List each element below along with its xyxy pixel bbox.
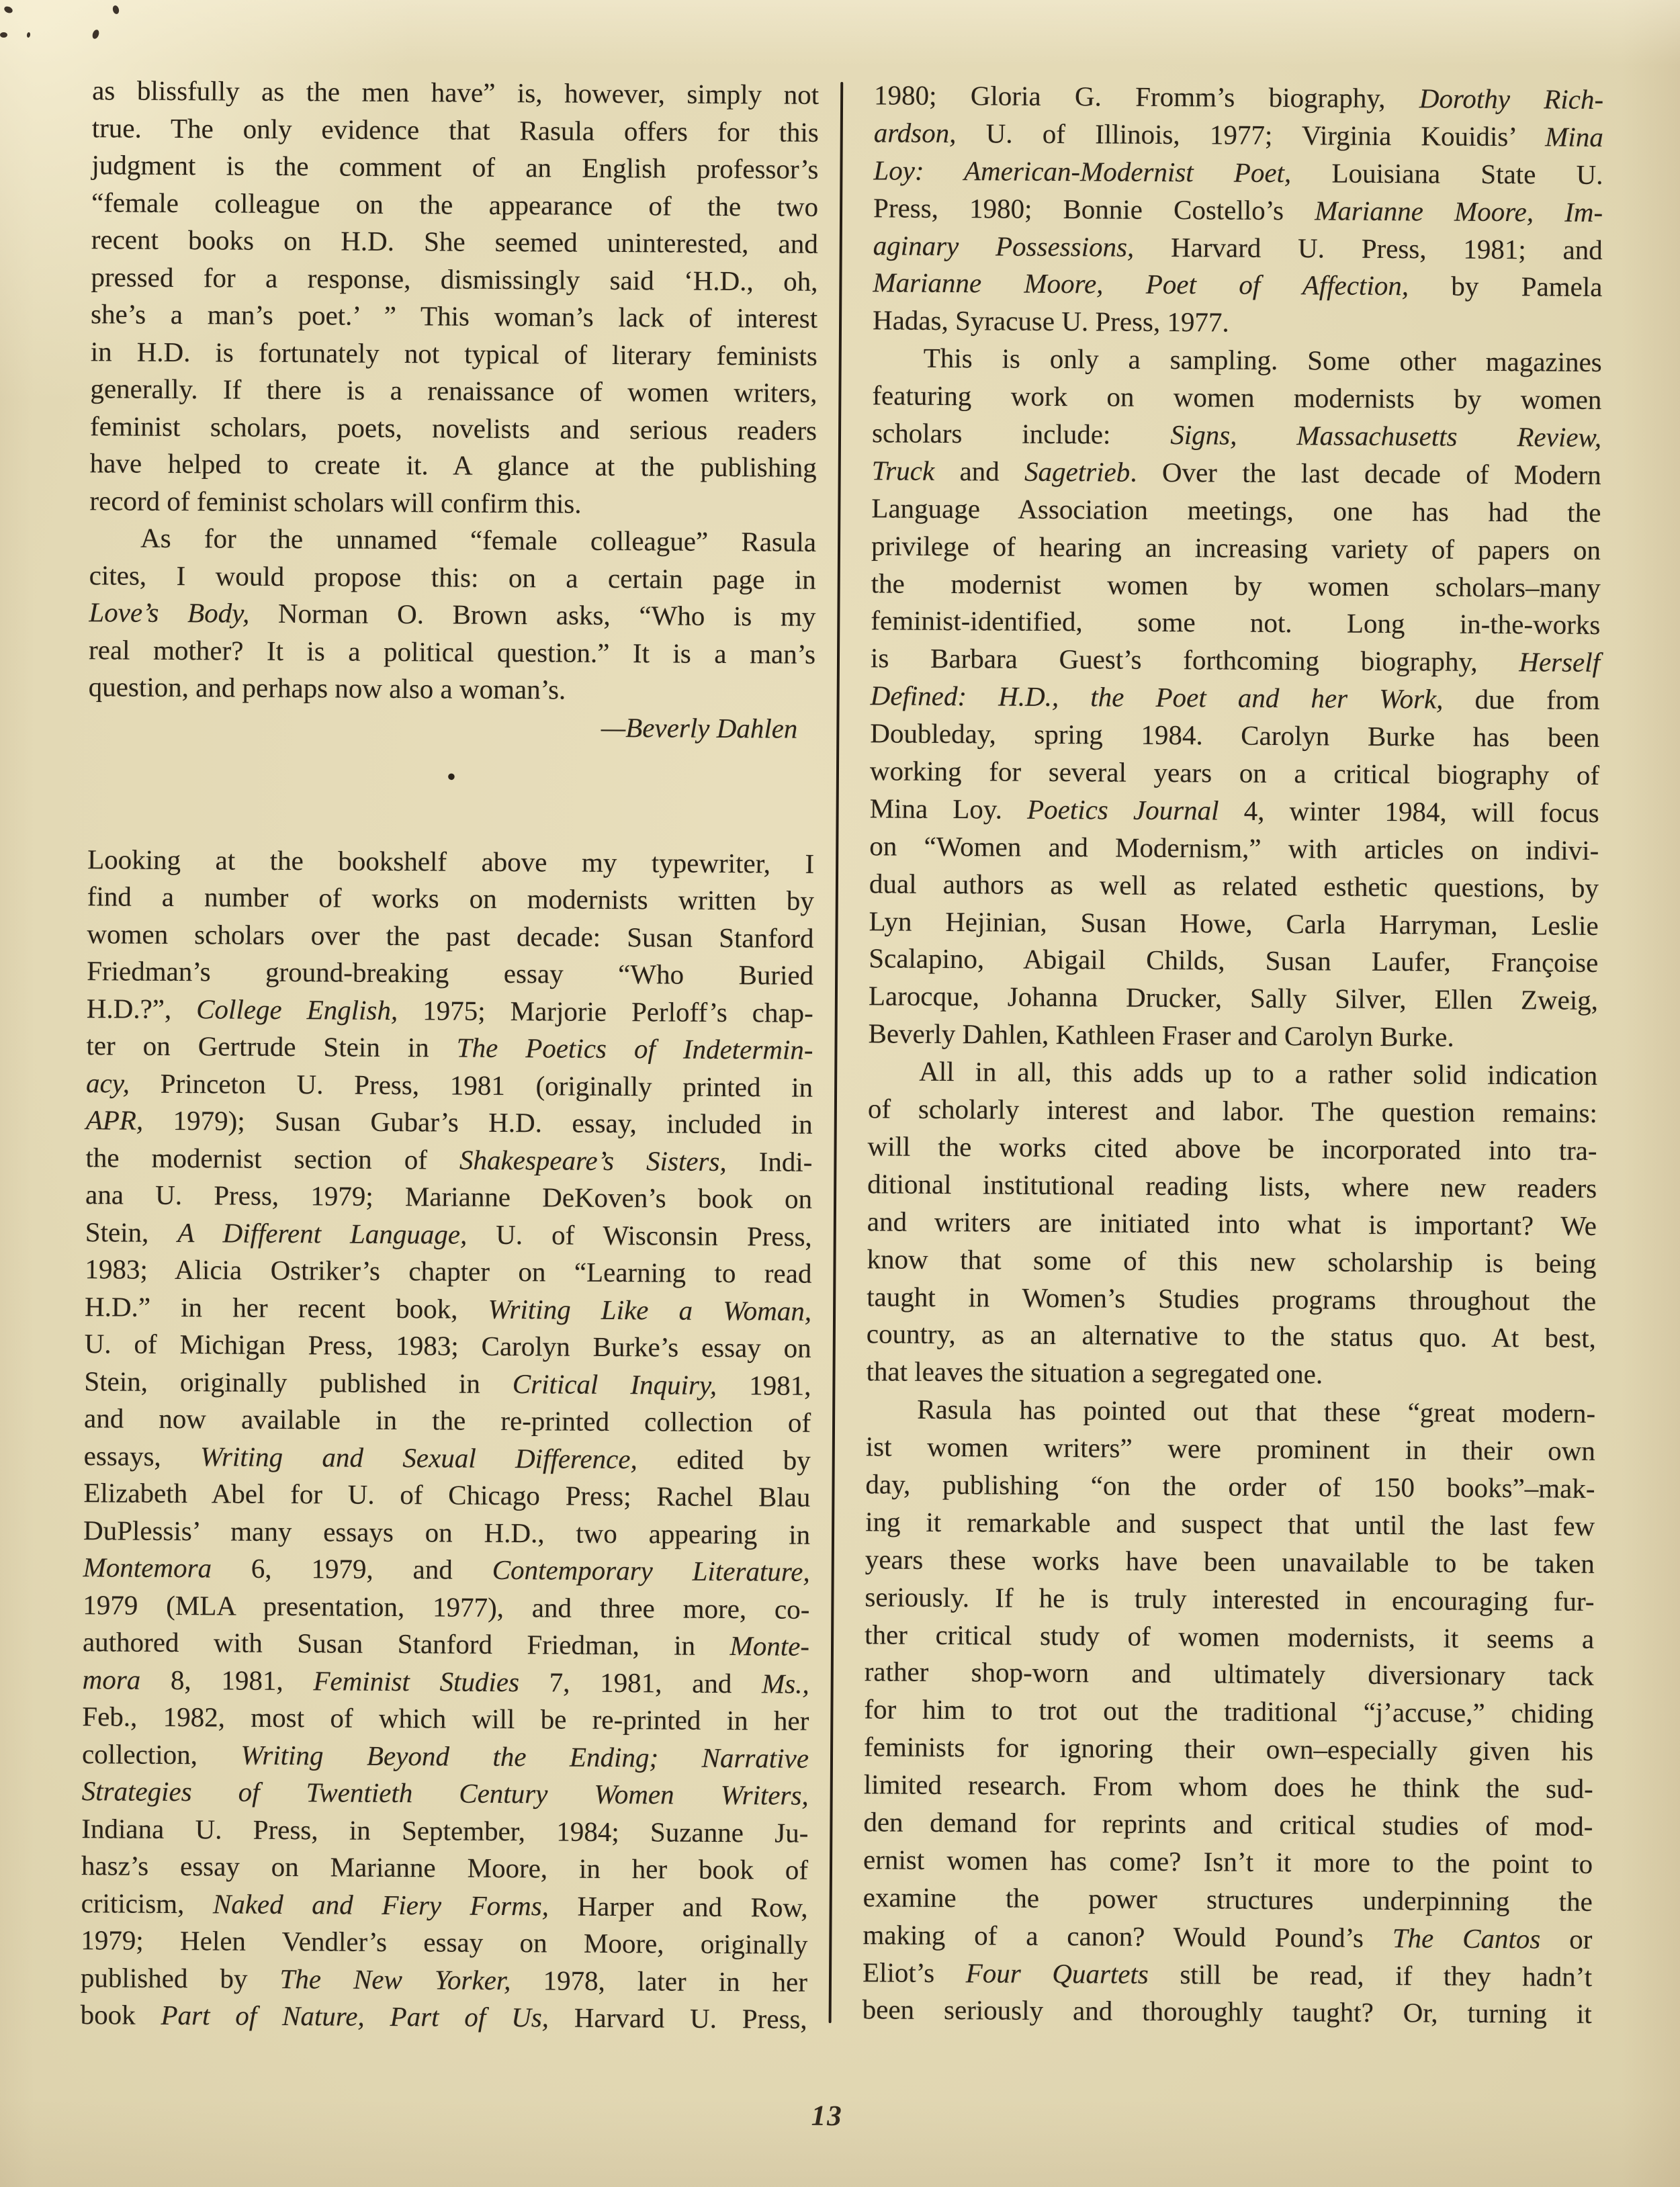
text-line: Language Association meetings, one has had the bbox=[871, 492, 1601, 528]
text-line: pressed for a response, dismissingly said ‘H.D., oh, bbox=[91, 261, 818, 297]
text-line: Lyn Hejinian, Susan Howe, Carla Harryman, Leslie bbox=[869, 905, 1599, 941]
text-line: feminists for ignoring their own–especially given his bbox=[863, 1731, 1594, 1767]
text-line: Stein, originally published in Critical Inquiry, 1981, bbox=[84, 1365, 811, 1401]
text-line: —Beverly Dahlen bbox=[601, 711, 798, 744]
text-line: criticism, Naked and Fiery Forms, Harper and Row, bbox=[81, 1887, 808, 1923]
text-line: “female colleague on the appearance of the two bbox=[91, 186, 819, 222]
text-line: dual authors as well as related esthetic questions, by bbox=[869, 867, 1599, 903]
text-line: Montemora 6, 1979, and Contemporary Literature, bbox=[83, 1552, 810, 1587]
text-line: Marianne Moore, Poet of Affection, by Pamela bbox=[873, 267, 1603, 303]
text-line: ardson, U. of Illinois, 1977; Virginia Kouidis’ Mina bbox=[873, 117, 1603, 152]
text-line: and writers are initiated into what is important? We bbox=[867, 1206, 1597, 1241]
text-line: published by The New Yorker, 1978, later in her bbox=[80, 1961, 808, 1998]
text-line: of scholarly interest and labor. The question remains: bbox=[867, 1093, 1598, 1128]
text-line: Feb., 1982, most of which will be re-printed in her bbox=[82, 1701, 809, 1736]
text-line: for him to trot out the traditional “j’accuse,” chiding bbox=[864, 1693, 1594, 1730]
text-line: ist women writers” were prominent in their own bbox=[865, 1431, 1595, 1466]
text-line: on “Women and Modernism,” with articles on indivi- bbox=[869, 830, 1599, 866]
text-line: is Barbara Guest’s forthcoming biography, Herself bbox=[870, 642, 1601, 678]
text-line: 1983; Alicia Ostriker’s chapter on “Learning to read bbox=[85, 1253, 812, 1289]
text-line: Indiana U. Press, in September, 1984; Suzanne Ju- bbox=[81, 1812, 809, 1848]
text-line: women scholars over the past decade: Susan Stanford bbox=[87, 918, 814, 954]
text-line: Truck and Sagetrieb. Over the last decade of Modern bbox=[871, 455, 1601, 490]
text-line: aginary Possessions, Harvard U. Press, 1981; and bbox=[873, 229, 1603, 265]
text-line: Doubleday, spring 1984. Carolyn Burke has been bbox=[870, 717, 1600, 754]
text-line: find a number of works on modernists written by bbox=[87, 881, 814, 916]
text-line: that leaves the situation a segregated one. bbox=[866, 1355, 1323, 1390]
text-line: Scalapino, Abigail Childs, Susan Laufer, Françoise bbox=[869, 942, 1599, 979]
text-line: ter on Gertrude Stein in The Poetics of Indetermin- bbox=[86, 1030, 813, 1065]
text-line: As for the unnamed “female colleague” Rasula bbox=[140, 522, 817, 557]
text-line: featuring work on women modernists by women bbox=[872, 380, 1602, 416]
text-line: the modernist section of Shakespeare’s Sisters, Indi- bbox=[85, 1141, 813, 1177]
text-line: taught in Women’s Studies programs throughout the bbox=[867, 1280, 1597, 1316]
text-line: rather shop-worn and ultimately diversionary tack bbox=[864, 1656, 1594, 1692]
text-line: generally. If there is a renaissance of women writers, bbox=[90, 373, 817, 408]
text-line: scholars include: Signs, Massachusetts Review, bbox=[871, 417, 1602, 453]
text-line: real mother? It is a political question.” It is a man’s bbox=[88, 633, 816, 670]
text-line: ther critical study of women modernists, it seems a bbox=[864, 1618, 1595, 1654]
text-line: Eliot’s Four Quartets still be read, if they hadn’t bbox=[862, 1956, 1593, 1992]
text-line: APR, 1979); Susan Gubar’s H.D. essay, included in bbox=[85, 1104, 813, 1140]
text-line: 1979 (MLA presentation, 1977), and three more, co- bbox=[83, 1589, 810, 1625]
text-line: Press, 1980; Bonnie Costello’s Marianne Moore, Im- bbox=[873, 191, 1603, 228]
text-line: as blissfully as the men have” is, however, simply not bbox=[92, 75, 820, 110]
text-line: question, and perhaps now also a woman’s. bbox=[88, 671, 566, 705]
text-line: H.D.” in her recent book, Writing Like a Woman, bbox=[84, 1290, 812, 1327]
text-line: Strategies of Twentieth Century Women Writers, bbox=[81, 1775, 809, 1811]
text-line: collection, Writing Beyond the Ending; Narrative bbox=[81, 1738, 809, 1774]
text-line: working for several years on a critical biography of bbox=[869, 755, 1600, 791]
text-line: recent books on H.D. She seemed uninterested, and bbox=[91, 224, 818, 259]
text-line: cites, I would propose this: on a certain page in bbox=[89, 559, 816, 595]
section-divider-bullet: ● bbox=[447, 767, 456, 785]
text-line: been seriously and thoroughly taught? Or, turning it bbox=[862, 1994, 1592, 2030]
text-line: seriously. If he is truly interested in encouraging fur- bbox=[865, 1580, 1595, 1617]
text-line: feminist-identified, some not. Long in-the-works bbox=[871, 605, 1601, 641]
text-line: acy, Princeton U. Press, 1981 (originally printed in bbox=[85, 1067, 813, 1103]
text-line: have helped to create it. A glance at the publishing bbox=[89, 447, 817, 483]
column-divider-rule bbox=[829, 82, 844, 2023]
text-line: Mina Loy. Poetics Journal 4, winter 1984, will focus bbox=[869, 793, 1599, 828]
text-line: Beverly Dahlen, Kathleen Fraser and Carolyn Burke. bbox=[868, 1018, 1454, 1053]
left-text-column bbox=[80, 72, 819, 2038]
text-line: limited research. From whom does he think the sud- bbox=[863, 1769, 1593, 1804]
text-line: den demand for reprints and critical studies of mod- bbox=[863, 1806, 1593, 1842]
text-line: making of a canon? Would Pound’s The Cantos or bbox=[863, 1918, 1593, 1955]
text-line: essays, Writing and Sexual Difference, edited by bbox=[83, 1439, 811, 1476]
text-line: Loy: American-Modernist Poet, Louisiana State U. bbox=[873, 154, 1603, 190]
text-line: Rasula has pointed out that these “great modern- bbox=[917, 1393, 1596, 1429]
text-line: she’s a man’s poet.’ ” This woman’s lack of interest bbox=[90, 298, 818, 334]
text-line: mora 8, 1981, Feminist Studies 7, 1981, and Ms., bbox=[82, 1663, 809, 1699]
text-line: This is only a sampling. Some other magazines bbox=[923, 343, 1602, 378]
text-line: ing it remarkable and suspect that until the last few bbox=[865, 1506, 1595, 1542]
text-line: country, as an alternative to the status quo. At best, bbox=[866, 1318, 1596, 1354]
text-line: Defined: H.D., the Poet and her Work, due from bbox=[870, 680, 1600, 716]
text-line: H.D.?”, College English, 1975; Marjorie Perloff’s chap- bbox=[86, 992, 813, 1028]
text-line: Friedman’s ground-breaking essay “Who Buried bbox=[87, 955, 814, 991]
text-line: will the works cited above be incorporated into tra- bbox=[867, 1130, 1597, 1166]
text-line: true. The only evidence that Rasula offers for this bbox=[91, 111, 819, 148]
text-line: Stein, A Different Language, U. of Wisconsin Press, bbox=[85, 1216, 812, 1252]
text-line: and now available in the re-printed collection of bbox=[83, 1402, 811, 1438]
text-line: know that some of this new scholarship is being bbox=[867, 1243, 1597, 1279]
text-line: All in all, this adds up to a rather solid indication bbox=[919, 1055, 1598, 1091]
text-line: years these works have been unavailable to be taken bbox=[865, 1544, 1595, 1579]
text-line: privilege of hearing an increasing variety of papers on bbox=[871, 529, 1601, 566]
text-line: Elizabeth Abel for U. of Chicago Press; Rachel Blau bbox=[83, 1477, 811, 1513]
right-text-column bbox=[863, 77, 1604, 2033]
text-line: Love’s Body, Norman O. Brown asks, “Who is my bbox=[89, 596, 816, 632]
text-line: in H.D. is fortunately not typical of literary feminists bbox=[90, 335, 817, 371]
page-number: 13 bbox=[811, 2100, 843, 2133]
text-line: ditional institutional reading lists, where new readers bbox=[867, 1168, 1597, 1204]
text-line: day, publishing “on the order of 150 books”–mak- bbox=[865, 1468, 1595, 1504]
text-line: 1979; Helen Vendler’s essay on Moore, originally bbox=[81, 1924, 808, 1960]
text-line: hasz’s essay on Marianne Moore, in her book of bbox=[81, 1850, 809, 1885]
text-line: record of feminist scholars will confirm this. bbox=[89, 484, 582, 519]
text-line: book Part of Nature, Part of Us, Harvard U. Press, bbox=[80, 1999, 807, 2035]
text-line: 1980; Gloria G. Fromm’s biography, Dorothy Rich- bbox=[873, 79, 1604, 115]
text-line: U. of Michigan Press, 1983; Carolyn Burke’s essay on bbox=[84, 1328, 811, 1364]
text-line: the modernist women by women scholars–many bbox=[871, 567, 1601, 603]
text-line: judgment is the comment of an English professor’s bbox=[91, 149, 819, 185]
text-line: Hadas, Syracuse U. Press, 1977. bbox=[872, 304, 1229, 338]
text-line: ana U. Press, 1979; Marianne DeKoven’s book on bbox=[85, 1179, 813, 1214]
text-line: Larocque, Johanna Drucker, Sally Silver, Ellen Zweig, bbox=[868, 980, 1599, 1016]
text-line: feminist scholars, poets, novelists and serious readers bbox=[89, 410, 817, 446]
text-line: DuPlessis’ many essays on H.D., two appearing in bbox=[83, 1514, 811, 1550]
text-line: Looking at the bookshelf above my typewriter, I bbox=[87, 843, 815, 879]
text-line: ernist women has come? Isn’t it more to the point to bbox=[863, 1844, 1593, 1879]
text-line: authored with Susan Stanford Friedman, in Monte- bbox=[82, 1626, 810, 1662]
text-line: examine the power structures underpinning the bbox=[863, 1881, 1593, 1917]
